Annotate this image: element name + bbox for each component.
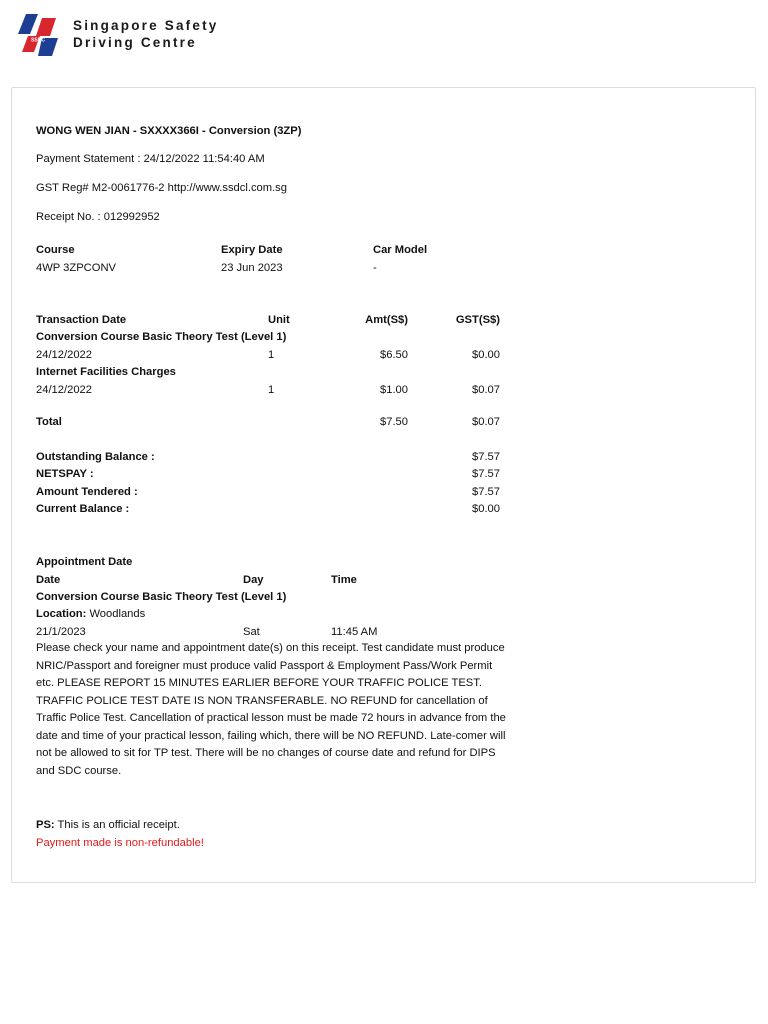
location-label: Location: (36, 608, 87, 620)
balance-label: NETSPAY : (36, 468, 94, 480)
notice-paragraph: Please check your name and appointment date(s) on this receipt. Test candidate must produce NRIC/Passport and foreigner must produce valid Passport & Employment Pass/Work Permit etc. PLEASE REPORT 15 MINUTES EARLIER BEFORE YOUR TRAFFIC POLICE TEST. TRAFFIC POLICE TEST DATE IS NON TRANSFERABLE. NO REFUND for cancellation of Traffic Police Test. Cancellation of practical lesson must be made 72 hours in advance from the date and time of your practical lesson, failing which, there will be NO REFUND. Late-comer will not be allowed to sit for TP test. There will be no changes of course date and refund for DIPS and SDC course. (36, 642, 506, 777)
appointment-date-value: 21/1/2023 (36, 626, 86, 638)
car-model-header: Car Model (373, 244, 428, 256)
non-refundable-warning: Payment made is non-refundable! (36, 837, 204, 849)
course-header: Course (36, 244, 75, 256)
transaction-date-header: Transaction Date (36, 314, 127, 326)
appointment-section-title: Appointment Date (36, 556, 133, 568)
total-amt: $7.50 (380, 416, 408, 428)
transaction-item-amt: $1.00 (380, 384, 408, 396)
receipt-card (11, 87, 756, 883)
balance-value: $7.57 (472, 486, 500, 498)
appointment-day-header: Day (243, 574, 264, 586)
transaction-item-gst: $0.07 (472, 384, 500, 396)
receipt-number: Receipt No. : 012992952 (36, 211, 160, 223)
appointment-time-header: Time (331, 574, 357, 586)
car-model-value: - (373, 262, 377, 274)
transaction-item-unit: 1 (268, 349, 275, 361)
ssdc-logo (16, 12, 60, 56)
balance-value: $7.57 (472, 468, 500, 480)
header (16, 12, 316, 58)
brand-line-2: Driving Centre (73, 35, 197, 50)
transaction-item-amt: $6.50 (380, 349, 408, 361)
balance-label: Current Balance : (36, 503, 130, 515)
ps-text: This is an official receipt. (54, 819, 180, 831)
balance-value: $0.00 (472, 503, 500, 515)
balance-label: Amount Tendered : (36, 486, 138, 498)
total-label: Total (36, 416, 62, 428)
gst-header: GST(S$) (455, 314, 500, 326)
appointment-time-value: 11:45 AM (331, 626, 378, 638)
expiry-date-value: 23 Jun 2023 (221, 262, 283, 274)
location-value: Woodlands (86, 608, 146, 620)
appointment-day-value: Sat (243, 626, 260, 638)
appointment-location (36, 607, 145, 621)
receipt-title: WONG WEN JIAN - SXXXX366I - Conversion (3ZP) (36, 125, 302, 137)
appointment-course: Conversion Course Basic Theory Test (Level 1) (36, 591, 287, 603)
transaction-item-unit: 1 (268, 384, 275, 396)
transaction-item-date: 24/12/2022 (36, 349, 92, 361)
brand-name (73, 17, 218, 51)
payment-statement: Payment Statement : 24/12/2022 11:54:40 AM (36, 153, 265, 165)
total-gst: $0.07 (472, 416, 500, 428)
gst-registration: GST Reg# M2-0061776-2 http://www.ssdcl.com.sg (36, 182, 288, 194)
course-value: 4WP 3ZPCONV (36, 262, 116, 274)
transaction-item-name: Internet Facilities Charges (36, 366, 176, 378)
amt-header: Amt(S$) (365, 314, 408, 326)
balance-value: $7.57 (472, 451, 500, 463)
ps-line (36, 818, 180, 832)
unit-header: Unit (268, 314, 290, 326)
ps-label: PS: (36, 819, 55, 831)
transaction-item-name: Conversion Course Basic Theory Test (Level 1) (36, 331, 287, 343)
appointment-date-header: Date (36, 574, 61, 586)
transaction-item-date: 24/12/2022 (36, 384, 92, 396)
transaction-item-gst: $0.00 (472, 349, 500, 361)
logo-text: SSDC (31, 37, 45, 44)
balance-label: Outstanding Balance : (36, 451, 155, 463)
expiry-date-header: Expiry Date (221, 244, 283, 256)
brand-line-1: Singapore Safety (73, 18, 219, 33)
